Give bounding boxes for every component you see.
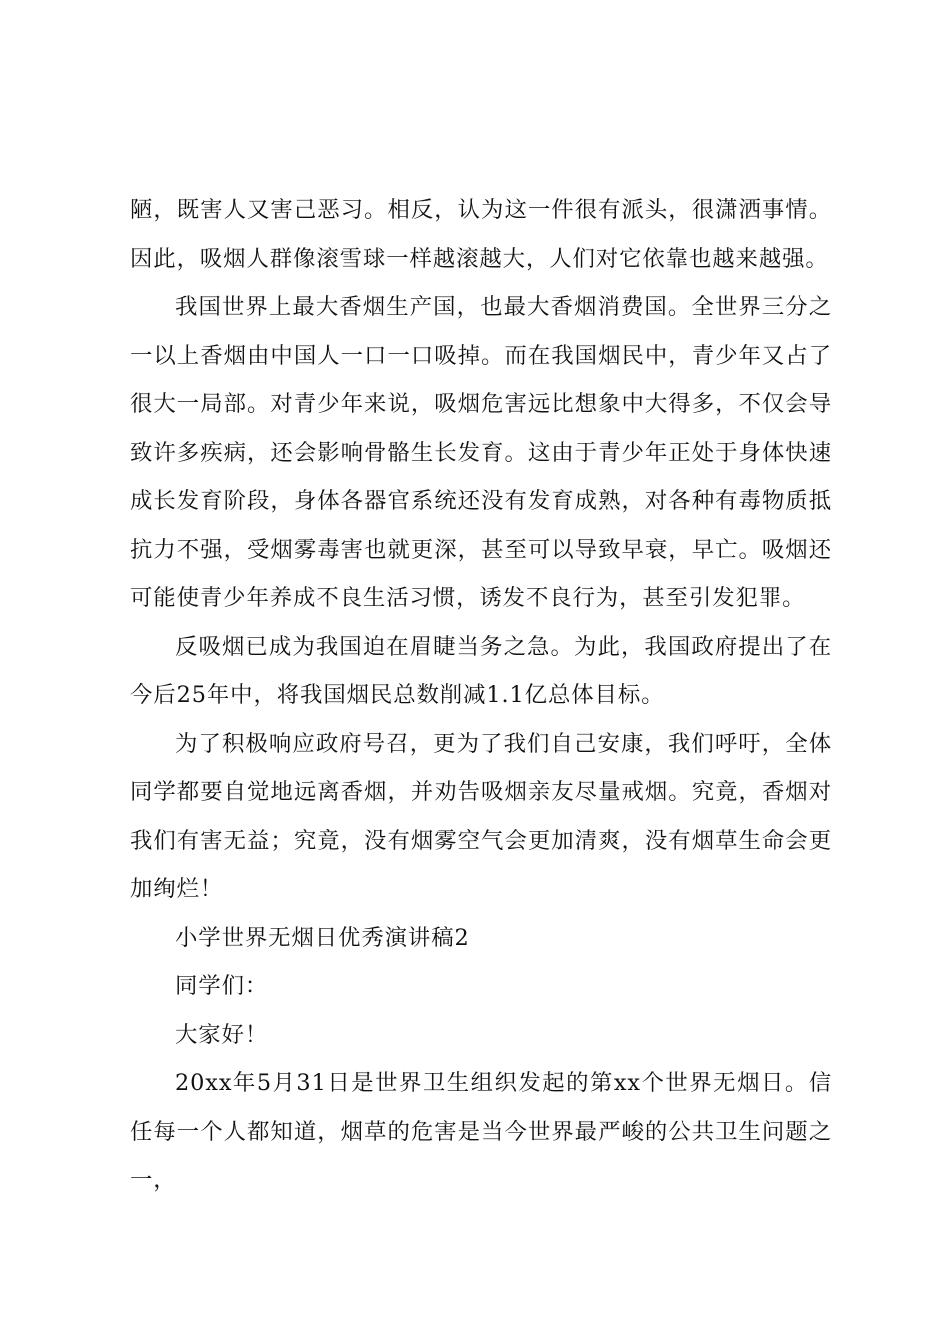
greeting: 大家好！	[175, 1021, 269, 1048]
salutation: 同学们：	[175, 973, 269, 999]
document-body	[130, 186, 832, 1205]
paragraph-continuation: 陋，既害人又害己恶习。相反，认为这一件很有派头，很潇洒事情。因此，吸烟人群像滚雪球一样越滚越大，人们对它依靠也越来越强。	[130, 197, 832, 272]
speech-title: 小学世界无烟日优秀演讲稿2	[175, 924, 470, 951]
paragraph-government-target: 反吸烟已成为我国迫在眉睫当务之急。为此，我国政府提出了在今后25年中，将我国烟民总数削减1.1亿总体目标。	[130, 633, 832, 708]
paragraph-tobacco-production: 我国世界上最大香烟生产国，也最大香烟消费国。全世界三分之一以上香烟由中国人一口一口吸掉。而在我国烟民中，青少年又占了很大一局部。对青少年来说，吸烟危害远比想象中大得多，不仅会导致许多疾病，还会影响骨骼生长发育。这由于青少年正处于身体快速成长发育阶段，身体各器官系统还没有发育成熟，对各种有毒物质抵抗力不强，受烟雾毒害也就更深，甚至可以导致早衰，早亡。吸烟还可能使青少年养成不良生活习惯，诱发不良行为，甚至引发犯罪。	[130, 294, 832, 611]
paragraph-appeal: 为了积极响应政府号召，更为了我们自己安康，我们呼吁，全体同学都要自觉地远离香烟，并劝告吸烟亲友尽量戒烟。究竟，香烟对我们有害无益；究竟，没有烟雾空气会更加清爽，没有烟草生命会更加绚烂！	[130, 730, 832, 902]
paragraph-no-tobacco-day: 20xx年5月31日是世界卫生组织发起的第xx个世界无烟日。信任每一个人都知道，烟草的危害是当今世界最严峻的公共卫生问题之一，	[130, 1070, 832, 1193]
